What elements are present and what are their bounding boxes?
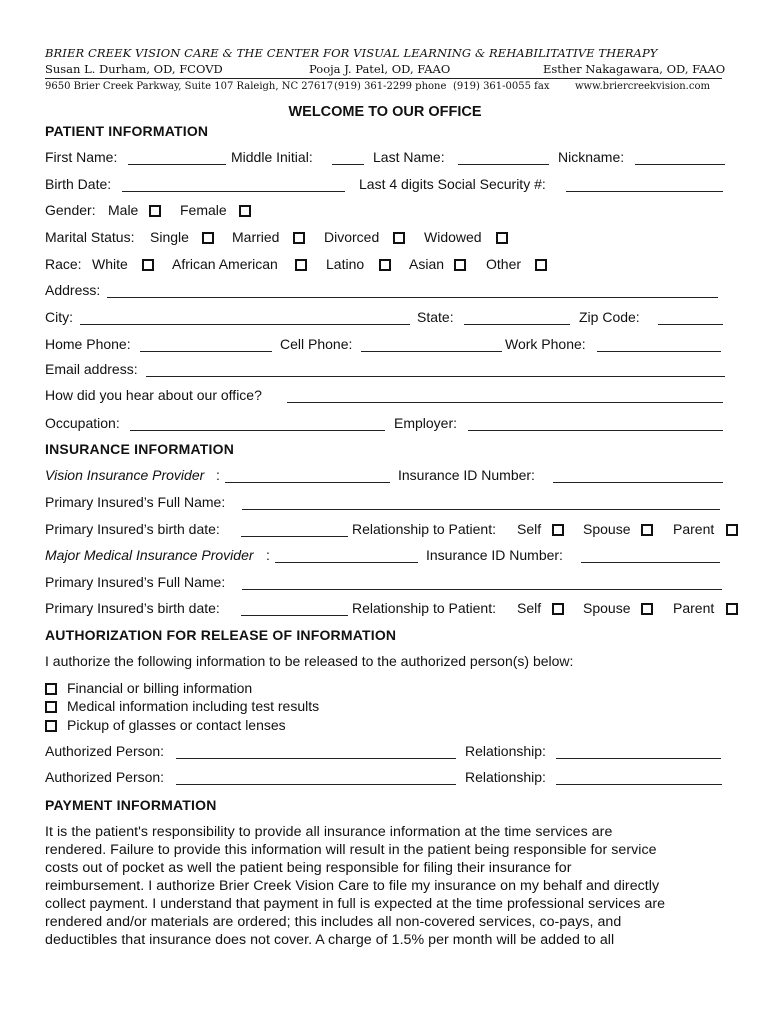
release-financial-checkbox[interactable] xyxy=(45,683,57,695)
race-african-american-checkbox[interactable] xyxy=(295,259,307,271)
name-row xyxy=(45,149,745,167)
occupation-label: Occupation: xyxy=(45,415,120,431)
first-name-label: First Name: xyxy=(45,149,118,165)
city-field[interactable] xyxy=(80,324,410,325)
zip-label: Zip Code: xyxy=(579,309,640,325)
authorized-relationship-1-field[interactable] xyxy=(556,758,721,759)
first-name-field[interactable] xyxy=(128,164,226,165)
referral-row xyxy=(45,387,745,405)
medical-insured-name-field[interactable] xyxy=(242,589,722,590)
marital-label: Marital Status: xyxy=(45,229,135,245)
payment-line-2: rendered. Failure to provide this information will result in the patient being responsible for service xyxy=(45,842,657,858)
vision-insured-birth-label: Primary Insured’s birth date: xyxy=(45,521,220,537)
ssn-label: Last 4 digits Social Security #: xyxy=(359,176,546,192)
gender-female-checkbox[interactable] xyxy=(239,205,251,217)
marital-single-label: Single xyxy=(150,229,189,245)
practice-name: BRIER CREEK VISION CARE & THE CENTER FOR VISUAL LEARNING & REHABILITATIVE THERAPY xyxy=(45,46,658,60)
address-row xyxy=(45,282,745,300)
referral-label: How did you hear about our office? xyxy=(45,387,262,403)
work-phone-label: Work Phone: xyxy=(505,336,586,352)
authorized-person-row-2 xyxy=(45,769,745,787)
authorized-person-row-1 xyxy=(45,743,745,761)
vision-rel-spouse-checkbox[interactable] xyxy=(641,524,653,536)
vision-relationship-label: Relationship to Patient: xyxy=(352,521,496,537)
cell-phone-field[interactable] xyxy=(361,351,502,352)
marital-widowed-label: Widowed xyxy=(424,229,482,245)
birth-date-field[interactable] xyxy=(122,191,345,192)
email-field[interactable] xyxy=(146,376,725,377)
vision-insured-birth-field[interactable] xyxy=(241,536,348,537)
vision-provider-colon: : xyxy=(216,467,220,483)
gender-male-label: Male xyxy=(108,202,139,218)
medical-relationship-label: Relationship to Patient: xyxy=(352,600,496,616)
race-label: Race: xyxy=(45,256,82,272)
patient-info-heading: PATIENT INFORMATION xyxy=(45,123,209,139)
marital-row xyxy=(45,229,745,247)
release-medical-checkbox[interactable] xyxy=(45,701,57,713)
authorized-relationship-2-field[interactable] xyxy=(556,784,722,785)
vision-rel-self-checkbox[interactable] xyxy=(552,524,564,536)
city-row xyxy=(45,309,745,327)
last-name-label: Last Name: xyxy=(373,149,445,165)
payment-line-3: costs out of pocket as well the patient being responsible for filing their insurance for xyxy=(45,860,572,876)
doctor-1: Susan L. Durham, OD, FCOVD xyxy=(45,62,223,76)
nickname-field[interactable] xyxy=(635,164,725,165)
race-white-checkbox[interactable] xyxy=(142,259,154,271)
vision-provider-label: Vision Insurance Provider xyxy=(45,467,205,483)
medical-rel-parent-label: Parent xyxy=(673,600,715,616)
vision-rel-spouse-label: Spouse xyxy=(583,521,631,537)
medical-rel-spouse-label: Spouse xyxy=(583,600,631,616)
medical-insured-name-label: Primary Insured’s Full Name: xyxy=(45,574,226,590)
marital-widowed-checkbox[interactable] xyxy=(496,232,508,244)
release-financial-label: Financial or billing information xyxy=(67,680,253,696)
phone-row xyxy=(45,336,745,354)
gender-female-label: Female xyxy=(180,202,227,218)
marital-married-label: Married xyxy=(232,229,280,245)
email-label: Email address: xyxy=(45,361,138,377)
authorized-relationship-1-label: Relationship: xyxy=(465,743,546,759)
state-field[interactable] xyxy=(464,324,570,325)
marital-divorced-label: Divorced xyxy=(324,229,380,245)
medical-provider-label: Major Medical Insurance Provider xyxy=(45,547,254,563)
home-phone-label: Home Phone: xyxy=(45,336,131,352)
gender-male-checkbox[interactable] xyxy=(149,205,161,217)
vision-insured-name-field[interactable] xyxy=(242,509,720,510)
authorization-intro xyxy=(45,653,745,671)
employer-field[interactable] xyxy=(468,430,723,431)
marital-married-checkbox[interactable] xyxy=(293,232,305,244)
authorized-person-2-field[interactable] xyxy=(176,784,456,785)
medical-rel-self-checkbox[interactable] xyxy=(552,603,564,615)
race-african-american-label: African American xyxy=(172,256,278,272)
middle-initial-field[interactable] xyxy=(332,164,364,165)
zip-field[interactable] xyxy=(658,324,723,325)
practice-fax: (919) 361-0055 fax xyxy=(453,81,550,92)
referral-field[interactable] xyxy=(287,402,723,403)
vision-insured-birth-row xyxy=(45,521,745,539)
race-row xyxy=(45,256,745,274)
race-other-checkbox[interactable] xyxy=(535,259,547,271)
gender-label: Gender: xyxy=(45,202,96,218)
city-label: City: xyxy=(45,309,73,325)
practice-website[interactable]: www.briercreekvision.com xyxy=(575,81,710,92)
medical-rel-self-label: Self xyxy=(517,600,542,616)
vision-rel-parent-checkbox[interactable] xyxy=(726,524,738,536)
medical-insured-birth-field[interactable] xyxy=(241,615,348,616)
medical-insurance-id-field[interactable] xyxy=(581,562,720,563)
home-phone-field[interactable] xyxy=(140,351,272,352)
release-pickup-label: Pickup of glasses or contact lenses xyxy=(67,717,286,733)
payment-policy-text xyxy=(45,823,745,949)
race-white-label: White xyxy=(92,256,128,272)
cell-phone-label: Cell Phone: xyxy=(280,336,353,352)
medical-insured-birth-label: Primary Insured’s birth date: xyxy=(45,600,220,616)
release-medical-label: Medical information including test results xyxy=(67,698,320,714)
authorized-relationship-2-label: Relationship: xyxy=(465,769,546,785)
last-name-field[interactable] xyxy=(458,164,549,165)
medical-insured-name-row xyxy=(45,574,745,592)
vision-insurance-row xyxy=(45,467,745,485)
payment-line-6: rendered and/or materials are ordered; this includes all non-covered services, co-pays, and xyxy=(45,914,622,930)
vision-insured-name-row xyxy=(45,494,745,512)
address-label: Address: xyxy=(45,282,101,298)
race-asian-checkbox[interactable] xyxy=(454,259,466,271)
medical-insurance-id-label: Insurance ID Number: xyxy=(426,547,563,563)
birth-ssn-row xyxy=(45,176,745,194)
page-title: WELCOME TO OUR OFFICE xyxy=(288,104,482,120)
practice-address: 9650 Brier Creek Parkway, Suite 107 Raleigh, NC 27617 xyxy=(45,81,334,92)
authorized-person-1-label: Authorized Person: xyxy=(45,743,165,759)
race-asian-label: Asian xyxy=(409,256,445,272)
medical-rel-parent-checkbox[interactable] xyxy=(726,603,738,615)
employer-label: Employer: xyxy=(394,415,458,431)
occupation-row xyxy=(45,415,745,433)
authorized-person-1-field[interactable] xyxy=(176,758,456,759)
gender-row xyxy=(45,202,745,220)
state-label: State: xyxy=(417,309,454,325)
authorized-person-2-label: Authorized Person: xyxy=(45,769,165,785)
vision-provider-field[interactable] xyxy=(225,482,390,483)
ssn-field[interactable] xyxy=(566,191,723,192)
race-other-label: Other xyxy=(486,256,522,272)
email-row xyxy=(45,361,745,379)
medical-provider-colon: : xyxy=(266,547,270,563)
medical-insurance-row xyxy=(45,547,745,565)
practice-phone: (919) 361-2299 phone xyxy=(334,81,447,92)
birth-date-label: Birth Date: xyxy=(45,176,112,192)
occupation-field[interactable] xyxy=(130,430,385,431)
marital-single-checkbox[interactable] xyxy=(202,232,214,244)
race-latino-checkbox[interactable] xyxy=(379,259,391,271)
payment-heading: PAYMENT INFORMATION xyxy=(45,797,217,813)
authorization-intro-text: I authorize the following information to be released to the authorized person(s) below: xyxy=(45,653,574,669)
work-phone-field[interactable] xyxy=(597,351,721,352)
medical-rel-spouse-checkbox[interactable] xyxy=(641,603,653,615)
vision-rel-self-label: Self xyxy=(517,521,542,537)
payment-line-7: deductibles that insurance does not cover. A charge of 1.5% per month will be added to all xyxy=(45,932,615,948)
doctor-3: Esther Nakagawara, OD, FAAO xyxy=(543,62,726,76)
medical-insured-birth-row xyxy=(45,600,745,618)
vision-rel-parent-label: Parent xyxy=(673,521,715,537)
vision-insurance-id-field[interactable] xyxy=(553,482,723,483)
payment-line-1: It is the patient's responsibility to provide all insurance information at the time services are xyxy=(45,824,613,840)
doctor-2: Pooja J. Patel, OD, FAAO xyxy=(309,62,451,76)
insurance-info-heading: INSURANCE INFORMATION xyxy=(45,441,235,457)
marital-divorced-checkbox[interactable] xyxy=(393,232,405,244)
vision-insured-name-label: Primary Insured’s Full Name: xyxy=(45,494,226,510)
race-latino-label: Latino xyxy=(326,256,365,272)
letterhead-rule xyxy=(45,78,722,79)
address-field[interactable] xyxy=(107,297,718,298)
release-pickup-checkbox[interactable] xyxy=(45,720,57,732)
middle-initial-label: Middle Initial: xyxy=(231,149,313,165)
medical-provider-field[interactable] xyxy=(275,562,418,563)
vision-insurance-id-label: Insurance ID Number: xyxy=(398,467,535,483)
payment-line-4: reimbursement. I authorize Brier Creek Vision Care to file my insurance on my behalf and directly xyxy=(45,878,660,894)
nickname-label: Nickname: xyxy=(558,149,625,165)
authorization-heading: AUTHORIZATION FOR RELEASE OF INFORMATION xyxy=(45,627,397,643)
payment-line-5: collect payment. I understand that payment in full is expected at the time professional services are xyxy=(45,896,666,912)
